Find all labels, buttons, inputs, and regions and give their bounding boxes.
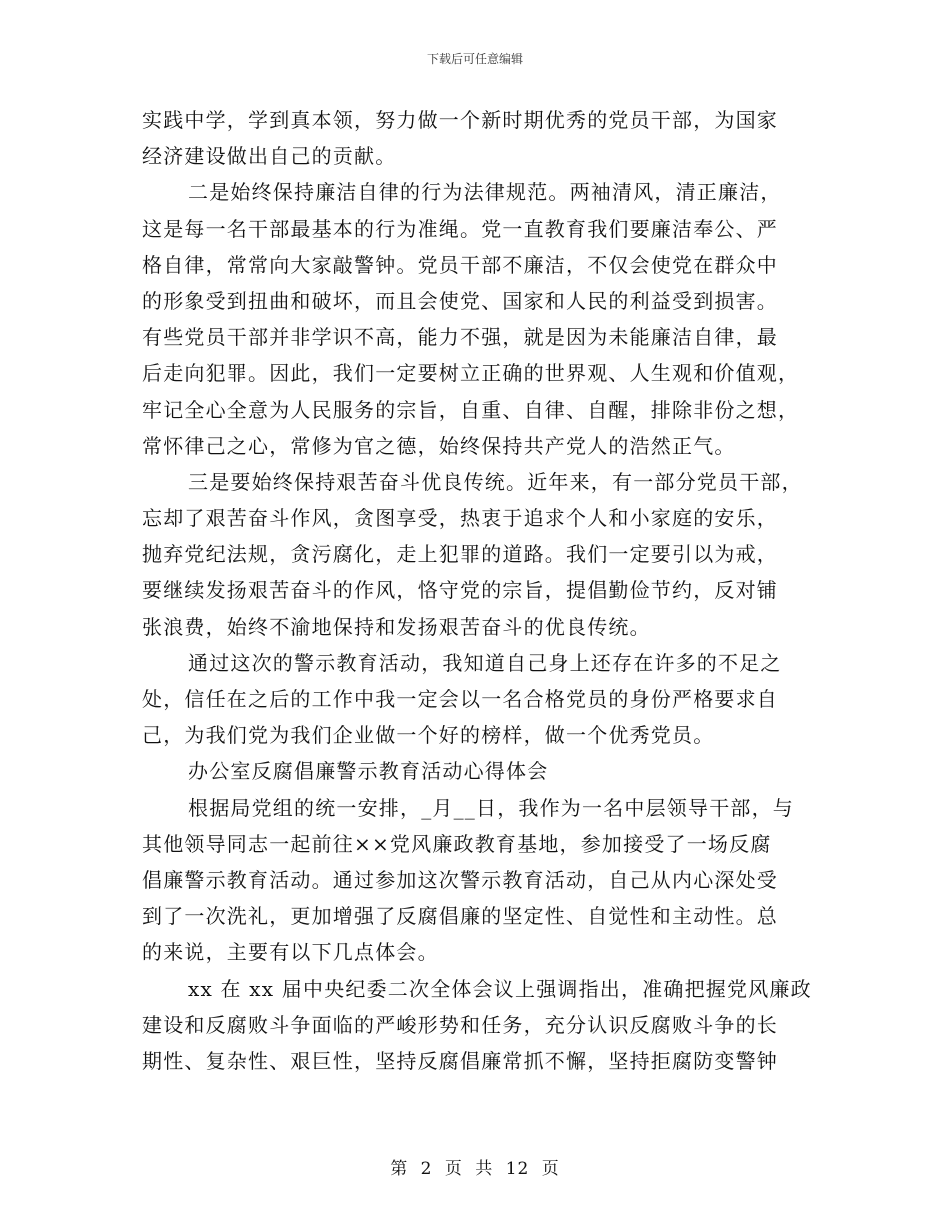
text-line: xx 在 xx 届中央纪委二次全体会议上强调指出，准确把握党风廉政: [188, 976, 812, 1001]
text-line: 忘却了艰苦奋斗作风，贪图享受，热衷于追求个人和小家庭的安乐，: [142, 506, 778, 531]
text-line: 格自律，常常向大家敲警钟。党员干部不廉洁，不仅会使党在群众中: [142, 252, 778, 277]
text-line: 办公室反腐倡廉警示教育活动心得体会: [188, 759, 549, 784]
footer-total-label: 共: [475, 1159, 494, 1179]
text-line: 要继续发扬艰苦奋斗的作风，恪守党的宗旨，提倡勤俭节约，反对铺: [142, 578, 778, 603]
text-line: 倡廉警示教育活动。通过参加这次警示教育活动，自己从内心深处受: [142, 867, 778, 892]
total-page-count: 12: [505, 1159, 530, 1179]
text-line: 通过这次的警示教育活动，我知道自己身上还存在许多的不足之: [188, 650, 782, 675]
text-line: 到了一次洗礼，更加增强了反腐倡廉的坚定性、自觉性和主动性。总: [142, 904, 778, 929]
current-page-number: 2: [420, 1159, 433, 1179]
footer-suffix: 页: [541, 1159, 560, 1179]
document-body: [142, 102, 810, 1079]
text-line: 实践中学，学到真本领，努力做一个新时期优秀的党员干部，为国家: [142, 108, 778, 132]
text-line: 的形象受到扭曲和破坏，而且会使党、国家和人民的利益受到损害。: [142, 288, 778, 313]
footer-page-label: 页: [444, 1159, 463, 1179]
text-line: 的来说，主要有以下几点体会。: [142, 940, 439, 965]
text-line: 抛弃党纪法规，贪污腐化，走上犯罪的道路。我们一定要引以为戒，: [142, 542, 778, 567]
text-line: 张浪费，始终不渝地保持和发扬艰苦奋斗的优良传统。: [142, 614, 651, 639]
text-line: 经济建设做出自己的贡献。: [142, 144, 397, 169]
page-header: 下载后可任意编辑: [426, 52, 523, 66]
footer-prefix: 第: [390, 1159, 409, 1179]
text-line: 己，为我们党为我们企业做一个好的榜样，做一个优秀党员。: [142, 723, 715, 748]
text-line: 三是要始终保持艰苦奋斗优良传统。近年来，有一部分党员干部，: [188, 469, 803, 494]
text-line: 根据局党组的统一安排，_月__日，我作为一名中层领导干部，与: [188, 795, 794, 820]
text-line: 处，信任在之后的工作中我一定会以一名合格党员的身份严格要求自: [142, 687, 778, 711]
text-line: 常怀律己之心，常修为官之德，始终保持共产党人的浩然正气。: [142, 433, 736, 458]
text-line: 这是每一名干部最基本的行为准绳。党一直教育我们要廉洁奉公、严: [142, 216, 778, 241]
text-line: 建设和反腐败斗争面临的严峻形势和任务，充分认识反腐败斗争的长: [142, 1012, 778, 1037]
text-line: 二是始终保持廉洁自律的行为法律规范。两袖清风，清正廉洁，: [188, 180, 782, 205]
text-line: 牢记全心全意为人民服务的宗旨，自重、自律、自醒，排除非份之想，: [142, 397, 800, 422]
page-footer: [0, 1154, 950, 1179]
text-line: 期性、复杂性、艰巨性，坚持反腐倡廉常抓不懈，坚持拒腐防变警钟: [142, 1048, 778, 1073]
text-line: 后走向犯罪。因此，我们一定要树立正确的世界观、人生观和价值观，: [142, 361, 800, 386]
text-line: 有些党员干部并非学识不高，能力不强，就是因为未能廉洁自律，最: [142, 325, 778, 350]
text-line: 其他领导同志一起前往××党风廉政教育基地，参加接受了一场反腐: [142, 831, 772, 856]
